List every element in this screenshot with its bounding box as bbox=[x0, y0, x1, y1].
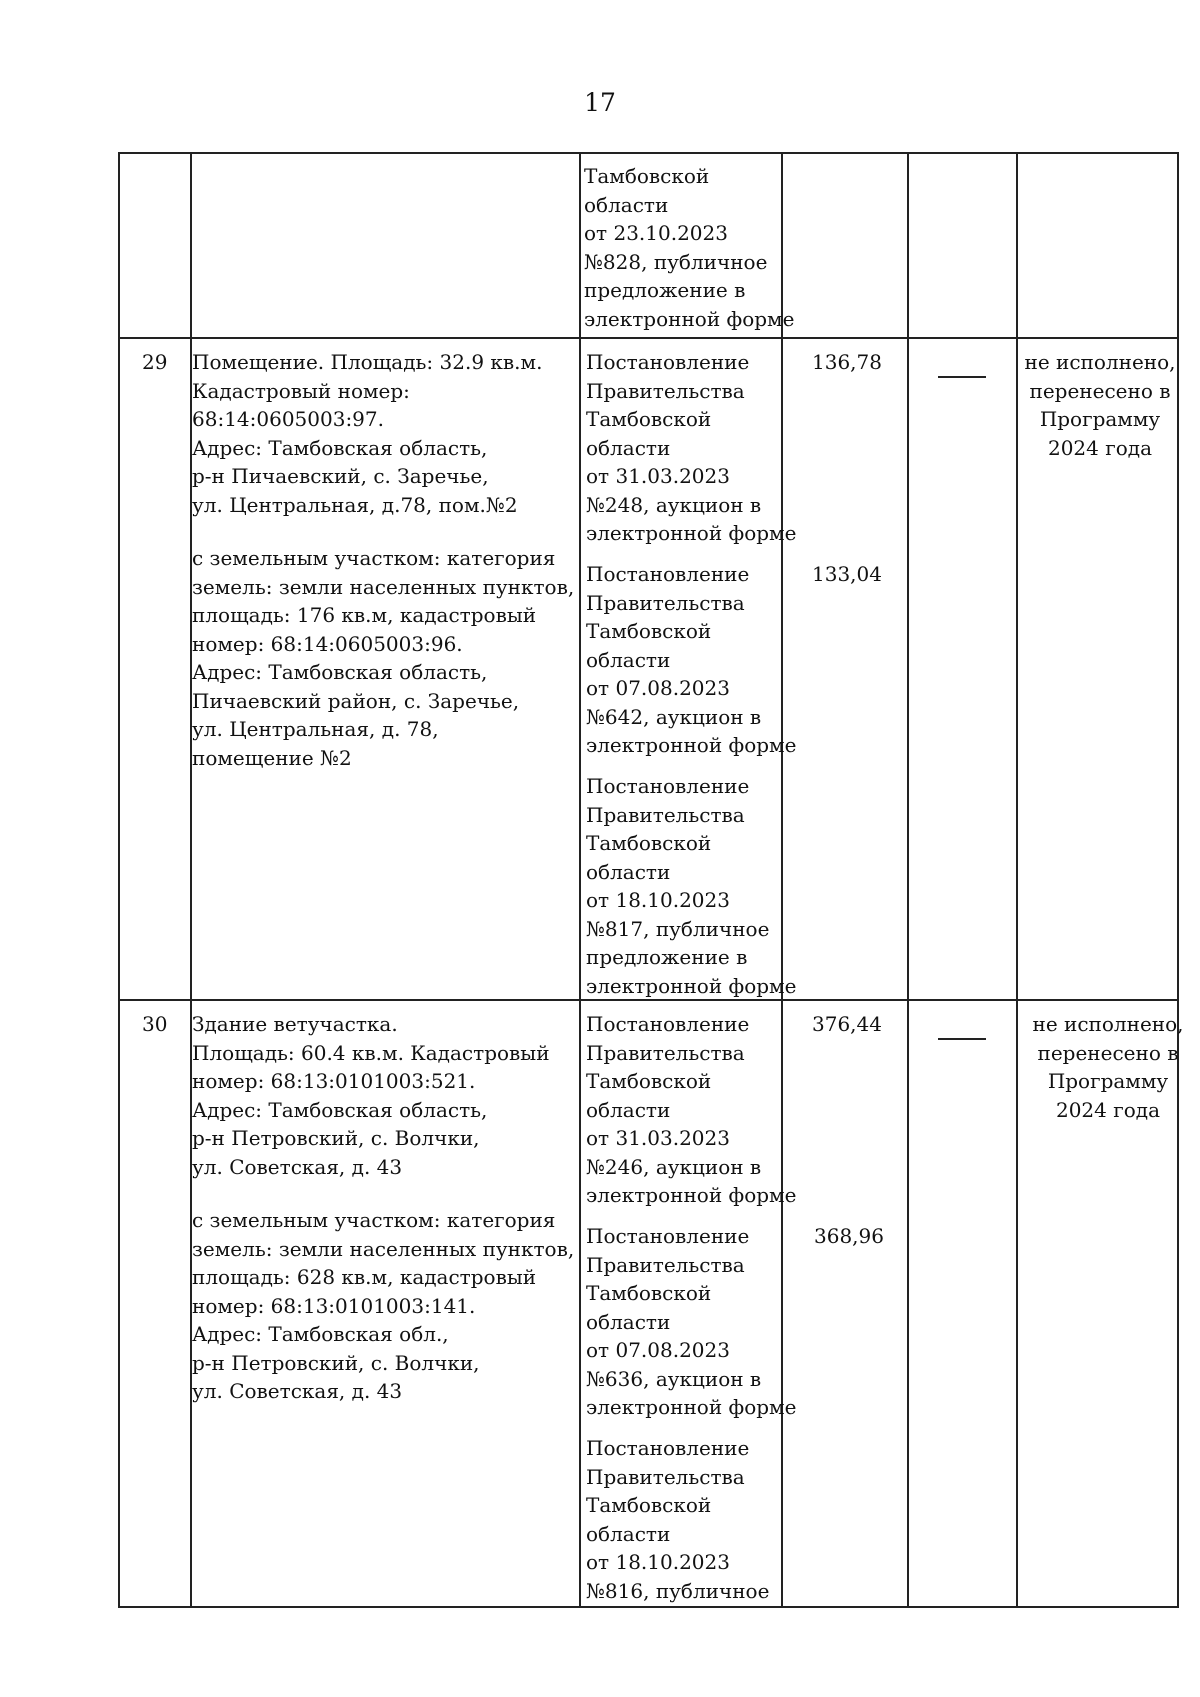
continuation-document: Тамбовской области от 23.10.2023 №828, публичное предложение в электронной форме bbox=[584, 164, 795, 331]
land-plot-description: с земельным участком: категория земель: земли населенных пунктов, площадь: 628 кв.м, кадастровый номер: 68:13:0101003:141. Адрес: Тамбовская обл., р-н Петровский, с. Волчки, ул. Советская, д. 43 bbox=[192, 1208, 575, 1403]
document-entry: Постановление Правительства Тамбовской области от 07.08.2023 №642, аукцион в электронной форме bbox=[586, 562, 797, 757]
row-number: 29 bbox=[142, 350, 168, 374]
document-entry: Постановление Правительства Тамбовской области от 18.10.2023 №817, публичное предложение в электронной форме bbox=[586, 774, 797, 998]
land-plot-description: с земельным участком: категория земель: земли населенных пунктов, площадь: 176 кв.м, кадастровый номер: 68:14:0605003:96. Адрес: Тамбовская область, Пичаевский район, с. Заречье, ул. Центральная, д. 78, помещение №2 bbox=[192, 546, 575, 770]
object-description: Помещение. Площадь: 32.9 кв.м. Кадастровый номер: 68:14:0605003:97. Адрес: Тамбовская область, р-н Пичаевский, с. Заречье, ул. Центральная, д.78, пом.№2 bbox=[192, 350, 543, 517]
column-divider bbox=[907, 154, 909, 1606]
document-entry: Постановление Правительства Тамбовской области от 18.10.2023 №816, публичное bbox=[586, 1436, 770, 1603]
object-description: Здание ветучастка. Площадь: 60.4 кв.м. Кадастровый номер: 68:13:0101003:521. Адрес: Тамбовская область, р-н Петровский, с. Волчки, ул. Советская, д. 43 bbox=[192, 1012, 550, 1179]
document-entry: Постановление Правительства Тамбовской области от 07.08.2023 №636, аукцион в электронной форме bbox=[586, 1224, 797, 1419]
column-divider bbox=[579, 154, 581, 1606]
page-number: 17 bbox=[584, 88, 616, 117]
price-value: 136,78 bbox=[812, 350, 882, 374]
property-table bbox=[118, 152, 1184, 1608]
status-text: не исполнено, перенесено в Программу 2024 года bbox=[1032, 1012, 1184, 1122]
price-value: 133,04 bbox=[812, 562, 882, 586]
row-divider bbox=[120, 337, 1177, 339]
column-divider bbox=[1016, 154, 1018, 1606]
price-value: 376,44 bbox=[812, 1012, 882, 1036]
row-number: 30 bbox=[142, 1012, 168, 1036]
document-entry: Постановление Правительства Тамбовской области от 31.03.2023 №246, аукцион в электронной форме bbox=[586, 1012, 797, 1207]
document-entry: Постановление Правительства Тамбовской области от 31.03.2023 №248, аукцион в электронной форме bbox=[586, 350, 797, 545]
price-value: 368,96 bbox=[814, 1224, 884, 1248]
empty-dash bbox=[938, 376, 986, 378]
empty-dash bbox=[938, 1038, 986, 1040]
status-text: не исполнено, перенесено в Программу 2024 года bbox=[1024, 350, 1176, 460]
